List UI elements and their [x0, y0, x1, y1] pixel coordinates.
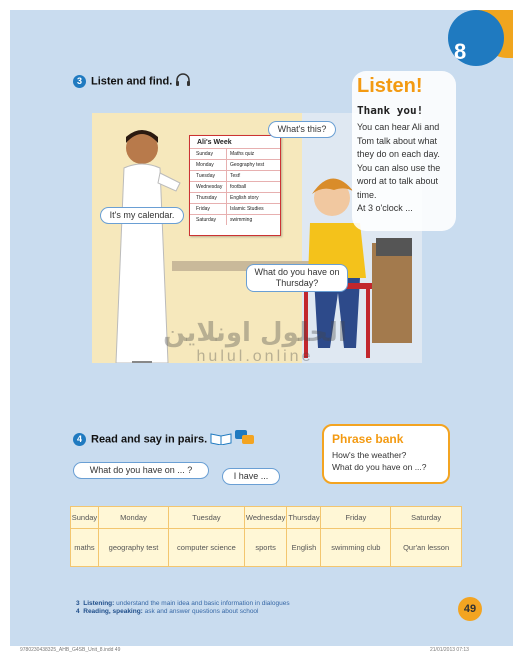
section-4-badge: 4	[73, 433, 86, 446]
phrase-bank-line: How's the weather?	[332, 450, 407, 460]
unit-number: 8	[454, 39, 467, 64]
timetable-subject: maths	[71, 529, 99, 567]
timetable-day: Thursday	[287, 507, 321, 529]
page-number: 49	[458, 597, 482, 621]
section-3-title: Listen and find.	[91, 75, 173, 88]
timetable	[70, 506, 462, 567]
print-info-right: 21/01/2013 07:13	[430, 647, 469, 653]
timetable-day: Saturday	[391, 507, 462, 529]
timetable-header-row	[71, 507, 462, 529]
calendar-subject: English story	[226, 193, 280, 203]
watermark-latin: hulul.online	[196, 348, 314, 365]
watermark	[155, 318, 355, 366]
speech-bubbles-icon	[235, 430, 255, 449]
timetable-subject-row	[71, 529, 462, 567]
calendar-subject: Geography test	[226, 160, 280, 170]
headphones-icon	[175, 73, 191, 90]
timetable-subject: Qur'an lesson	[391, 529, 462, 567]
phrase-bank-line: What do you have on ...?	[332, 462, 427, 472]
calendar-subject: Test!	[226, 171, 280, 181]
objective-text: understand the main idea and basic information in dialogues	[116, 600, 290, 607]
section-3-heading	[73, 73, 191, 90]
objective-label: Reading, speaking:	[83, 608, 143, 615]
calendar-day: Saturday	[196, 217, 217, 223]
phrase-bank-title: Phrase bank	[332, 432, 404, 446]
objective-label: Listening:	[83, 600, 115, 607]
calendar-subject: swimming	[226, 215, 280, 225]
calendar-day: Tuesday	[196, 173, 215, 179]
calendar-title: Ali's Week	[197, 139, 232, 146]
section-4-heading	[73, 430, 255, 449]
calendar-subject: Islamic Studies	[226, 204, 280, 214]
timetable-day: Wednesday	[244, 507, 287, 529]
timetable-subject: sports	[244, 529, 287, 567]
timetable-subject: geography test	[98, 529, 168, 567]
timetable-day: Monday	[98, 507, 168, 529]
book-icon	[210, 431, 232, 448]
speech-bubble-whats-this: What's this?	[268, 121, 336, 138]
calendar-day: Sunday	[196, 151, 213, 157]
learning-objectives	[76, 600, 290, 616]
listen-text: You can hear Ali and Tom talk about what they do on each day. You can also use the word at to talk about time.	[357, 122, 441, 200]
calendar-row	[190, 181, 280, 192]
section-3-badge: 3	[73, 75, 86, 88]
objective-number: 4	[76, 608, 80, 615]
calendar-row	[190, 170, 280, 181]
listen-tip-box	[352, 71, 456, 231]
calendar-subject: Maths quiz	[226, 149, 280, 159]
objective-text: ask and answer questions about school	[144, 608, 259, 615]
calendar-row	[190, 192, 280, 203]
timetable-day: Tuesday	[169, 507, 245, 529]
speech-bubble-what-on: What do you have on ... ?	[73, 462, 209, 479]
calendar-row	[190, 203, 280, 214]
listen-example: At 3 o'clock ...	[357, 203, 413, 213]
calendar-day: Wednesday	[196, 184, 223, 190]
speech-bubble-thursday: What do you have on Thursday?	[246, 264, 348, 292]
calendar-row	[190, 148, 280, 159]
timetable-subject: English	[287, 529, 321, 567]
calendar-day: Thursday	[196, 195, 217, 201]
objective-line	[76, 600, 290, 608]
print-info-left: 9780230438325_AHB_G4SB_Unit_8.indd 49	[20, 647, 121, 653]
calendar-row	[190, 159, 280, 170]
calendar	[189, 135, 281, 236]
timetable-subject: swimming club	[321, 529, 391, 567]
calendar-day: Friday	[196, 206, 210, 212]
timetable-subject: computer science	[169, 529, 245, 567]
calendar-day: Monday	[196, 162, 214, 168]
speech-bubble-i-have: I have ...	[222, 468, 280, 485]
watermark-arabic: الحلول اونلاين	[163, 318, 347, 348]
timetable-day: Friday	[321, 507, 391, 529]
phrase-bank	[322, 424, 450, 484]
listen-title: Listen!	[357, 75, 423, 97]
timetable-day: Sunday	[71, 507, 99, 529]
section-4-title: Read and say in pairs.	[91, 433, 208, 446]
objective-line	[76, 608, 290, 616]
listen-subtitle: Thank you!	[357, 104, 424, 117]
speech-bubble-calendar: It's my calendar.	[100, 207, 184, 224]
calendar-row	[190, 214, 280, 225]
objective-number: 3	[76, 600, 80, 607]
calendar-subject: football	[226, 182, 280, 192]
